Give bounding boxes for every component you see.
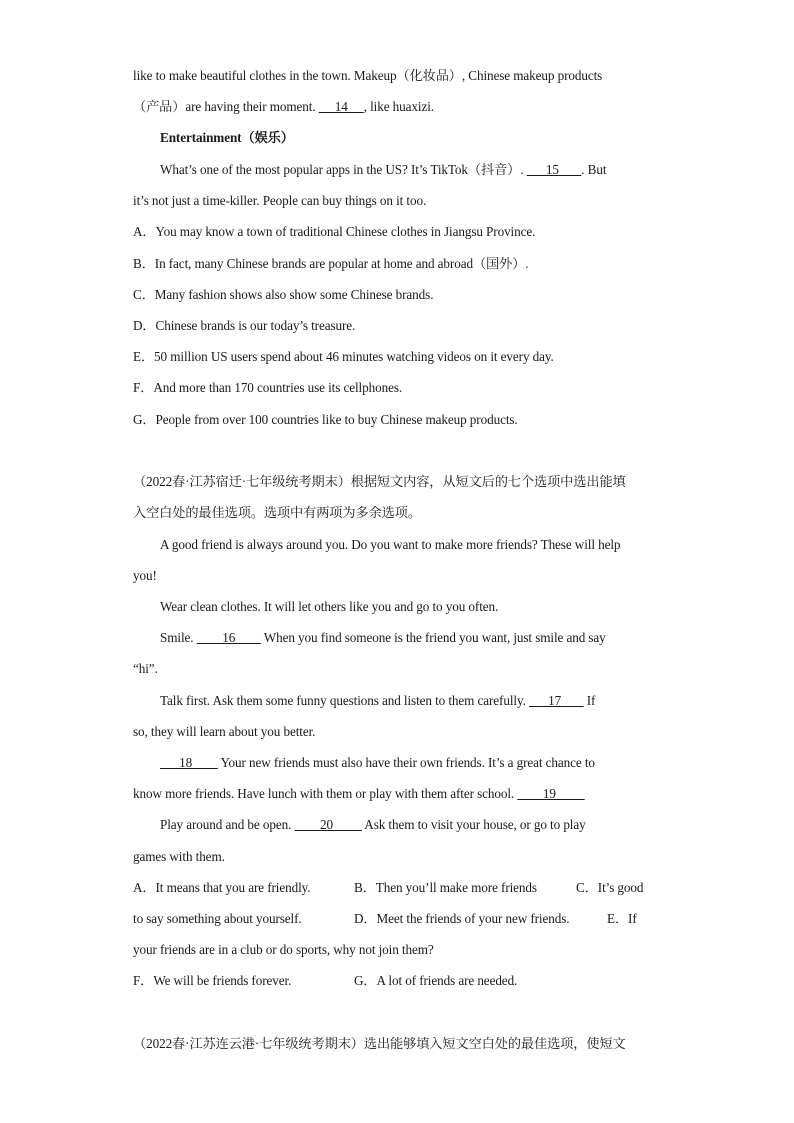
passage-line: so, they will learn about you better.: [133, 724, 316, 739]
blank-14[interactable]: 14: [318, 99, 364, 114]
option-g: G．A lot of friends are needed.: [354, 973, 518, 988]
option-b: B．Then you’ll make more friends: [354, 880, 537, 895]
option-b: B．In fact, many Chinese brands are popular at home and abroad（国外）.: [133, 256, 529, 271]
blank-15[interactable]: 15: [526, 162, 582, 177]
passage-line: 18 Your new friends must also have their own friends. It’s a great chance to: [160, 755, 595, 770]
option-e: E．If: [607, 911, 637, 926]
passage-line: know more friends. Have lunch with them or play with them after school. 19: [133, 786, 585, 801]
option-a: A．It means that you are friendly.: [133, 880, 311, 895]
option-a: A．You may know a town of traditional Chinese clothes in Jiangsu Province.: [133, 224, 536, 239]
passage-line: it’s not just a time-killer. People can buy things on it too.: [133, 193, 427, 208]
passage-line: games with them.: [133, 849, 225, 864]
question-intro: （2022春·江苏宿迁·七年级统考期末）根据短文内容，从短文后的七个选项中选出能填: [133, 474, 626, 489]
blank-19[interactable]: 19: [517, 786, 585, 801]
section-heading: Entertainment（娱乐）: [160, 130, 294, 145]
option-g: G．People from over 100 countries like to buy Chinese makeup products.: [133, 412, 518, 427]
blank-16[interactable]: 16: [196, 630, 261, 645]
passage-line: A good friend is always around you. Do you want to make more friends? These will help: [160, 537, 621, 552]
passage-line: What’s one of the most popular apps in the US? It’s TikTok（抖音）. 15 . But: [160, 162, 607, 177]
option-e-continued: your friends are in a club or do sports, why not join them?: [133, 942, 434, 957]
passage-line: Wear clean clothes. It will let others like you and go to you often.: [160, 599, 499, 614]
passage-line: （产品）are having their moment. 14 , like huaxizi.: [133, 99, 434, 114]
question-intro: （2022春·江苏连云港·七年级统考期末）选出能够填入短文空白处的最佳选项，使短文: [133, 1036, 626, 1051]
passage-line: Smile. 16 When you find someone is the friend you want, just smile and say: [160, 630, 606, 645]
blank-17[interactable]: 17: [529, 693, 584, 708]
blank-18[interactable]: 18: [160, 755, 218, 770]
passage-line: like to make beautiful clothes in the town. Makeup（化妆品）, Chinese makeup products: [133, 68, 603, 83]
option-c: C．It’s good: [576, 880, 644, 895]
passage-line: “hi”.: [133, 661, 158, 676]
passage-line: Play around and be open. 20 Ask them to visit your house, or go to play: [160, 817, 586, 832]
passage-line: you!: [133, 568, 157, 583]
option-f: F．We will be friends forever.: [133, 973, 292, 988]
option-f: F．And more than 170 countries use its cellphones.: [133, 380, 403, 395]
option-c-continued: to say something about yourself.: [133, 911, 302, 926]
question-intro: 入空白处的最佳选项。选项中有两项为多余选项。: [133, 505, 421, 520]
option-d: D．Meet the friends of your new friends.: [354, 911, 570, 926]
blank-20[interactable]: 20: [294, 817, 362, 832]
passage-line: Talk first. Ask them some funny questions and listen to them carefully. 17 If: [160, 693, 596, 708]
option-d: D．Chinese brands is our today’s treasure.: [133, 318, 356, 333]
option-e: E．50 million US users spend about 46 minutes watching videos on it every day.: [133, 349, 554, 364]
option-c: C．Many fashion shows also show some Chinese brands.: [133, 287, 434, 302]
